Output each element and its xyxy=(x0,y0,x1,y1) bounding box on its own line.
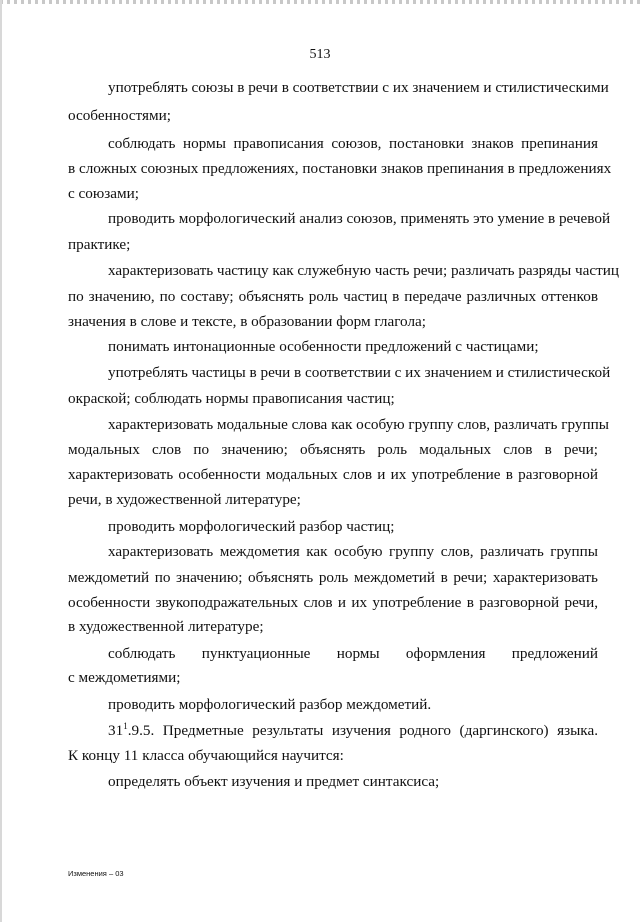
paragraph-line: употреблять частицы в речи в соответствии с их значением и стилистической xyxy=(108,364,611,381)
paragraph-line: особенностями; xyxy=(68,107,171,124)
paragraph-line: понимать интонационные особенности предложений с частицами; xyxy=(108,338,539,355)
paragraph-line: соблюдать нормы правописания союзов, постановки знаков препинания xyxy=(108,135,598,152)
paragraph-line: соблюдать пунктуационные нормы оформления предложений xyxy=(108,645,598,662)
scan-left-edge xyxy=(0,0,2,922)
paragraph-line: проводить морфологический разбор междометий. xyxy=(108,696,432,713)
paragraph-line: в сложных союзных предложениях, постановки знаков препинания в предложениях xyxy=(68,160,612,177)
paragraph-line: речи, в художественной литературе; xyxy=(68,491,301,508)
paragraph-line: особенности звукоподражательных слов и их употребление в разговорной речи, xyxy=(68,594,598,611)
section-title: Предметные результаты изучения родного (даргинского) языка. xyxy=(162,722,598,739)
paragraph-line: характеризовать особенности модальных слов и их употребление в разговорной xyxy=(68,466,598,483)
paragraph-line: проводить морфологический разбор частиц; xyxy=(108,518,395,535)
scan-top-edge xyxy=(0,0,640,4)
paragraph-line: с междометиями; xyxy=(68,669,181,686)
page-number: 513 xyxy=(309,47,331,62)
paragraph-line: характеризовать модальные слова как особую группу слов, различать группы xyxy=(108,416,609,433)
paragraph-line: К концу 11 класса обучающийся научится: xyxy=(68,747,344,764)
footer-revision-note: Изменения – 03 xyxy=(68,869,124,878)
paragraph-line: окраской; соблюдать нормы правописания частиц; xyxy=(68,390,395,407)
paragraph-line: по значению, по составу; объяснять роль частиц в передаче различных оттенков xyxy=(68,288,598,305)
paragraph-line: междометий по значению; объяснять роль междометий в речи; характеризовать xyxy=(68,569,598,586)
paragraph-line: характеризовать частицу как служебную часть речи; различать разряды частиц xyxy=(108,262,619,279)
paragraph-line: проводить морфологический анализ союзов, применять это умение в речевой xyxy=(108,210,611,227)
paragraph-line: характеризовать междометия как особую группу слов, различать группы xyxy=(108,543,598,560)
paragraph-line: определять объект изучения и предмет синтаксиса; xyxy=(108,773,440,790)
paragraph-line: употреблять союзы в речи в соответствии с их значением и стилистическими xyxy=(108,79,609,96)
paragraph-line: значения в слове и тексте, в образовании форм глагола; xyxy=(68,313,426,330)
paragraph-line: в художественной литературе; xyxy=(68,618,264,635)
paragraph-line: модальных слов по значению; объяснять роль модальных слов в речи; xyxy=(68,441,598,458)
section-heading-line xyxy=(108,722,598,740)
section-number: $31^1.9.5$. xyxy=(108,721,155,739)
paragraph-line: практике; xyxy=(68,236,131,253)
paragraph-line: с союзами; xyxy=(68,185,139,202)
